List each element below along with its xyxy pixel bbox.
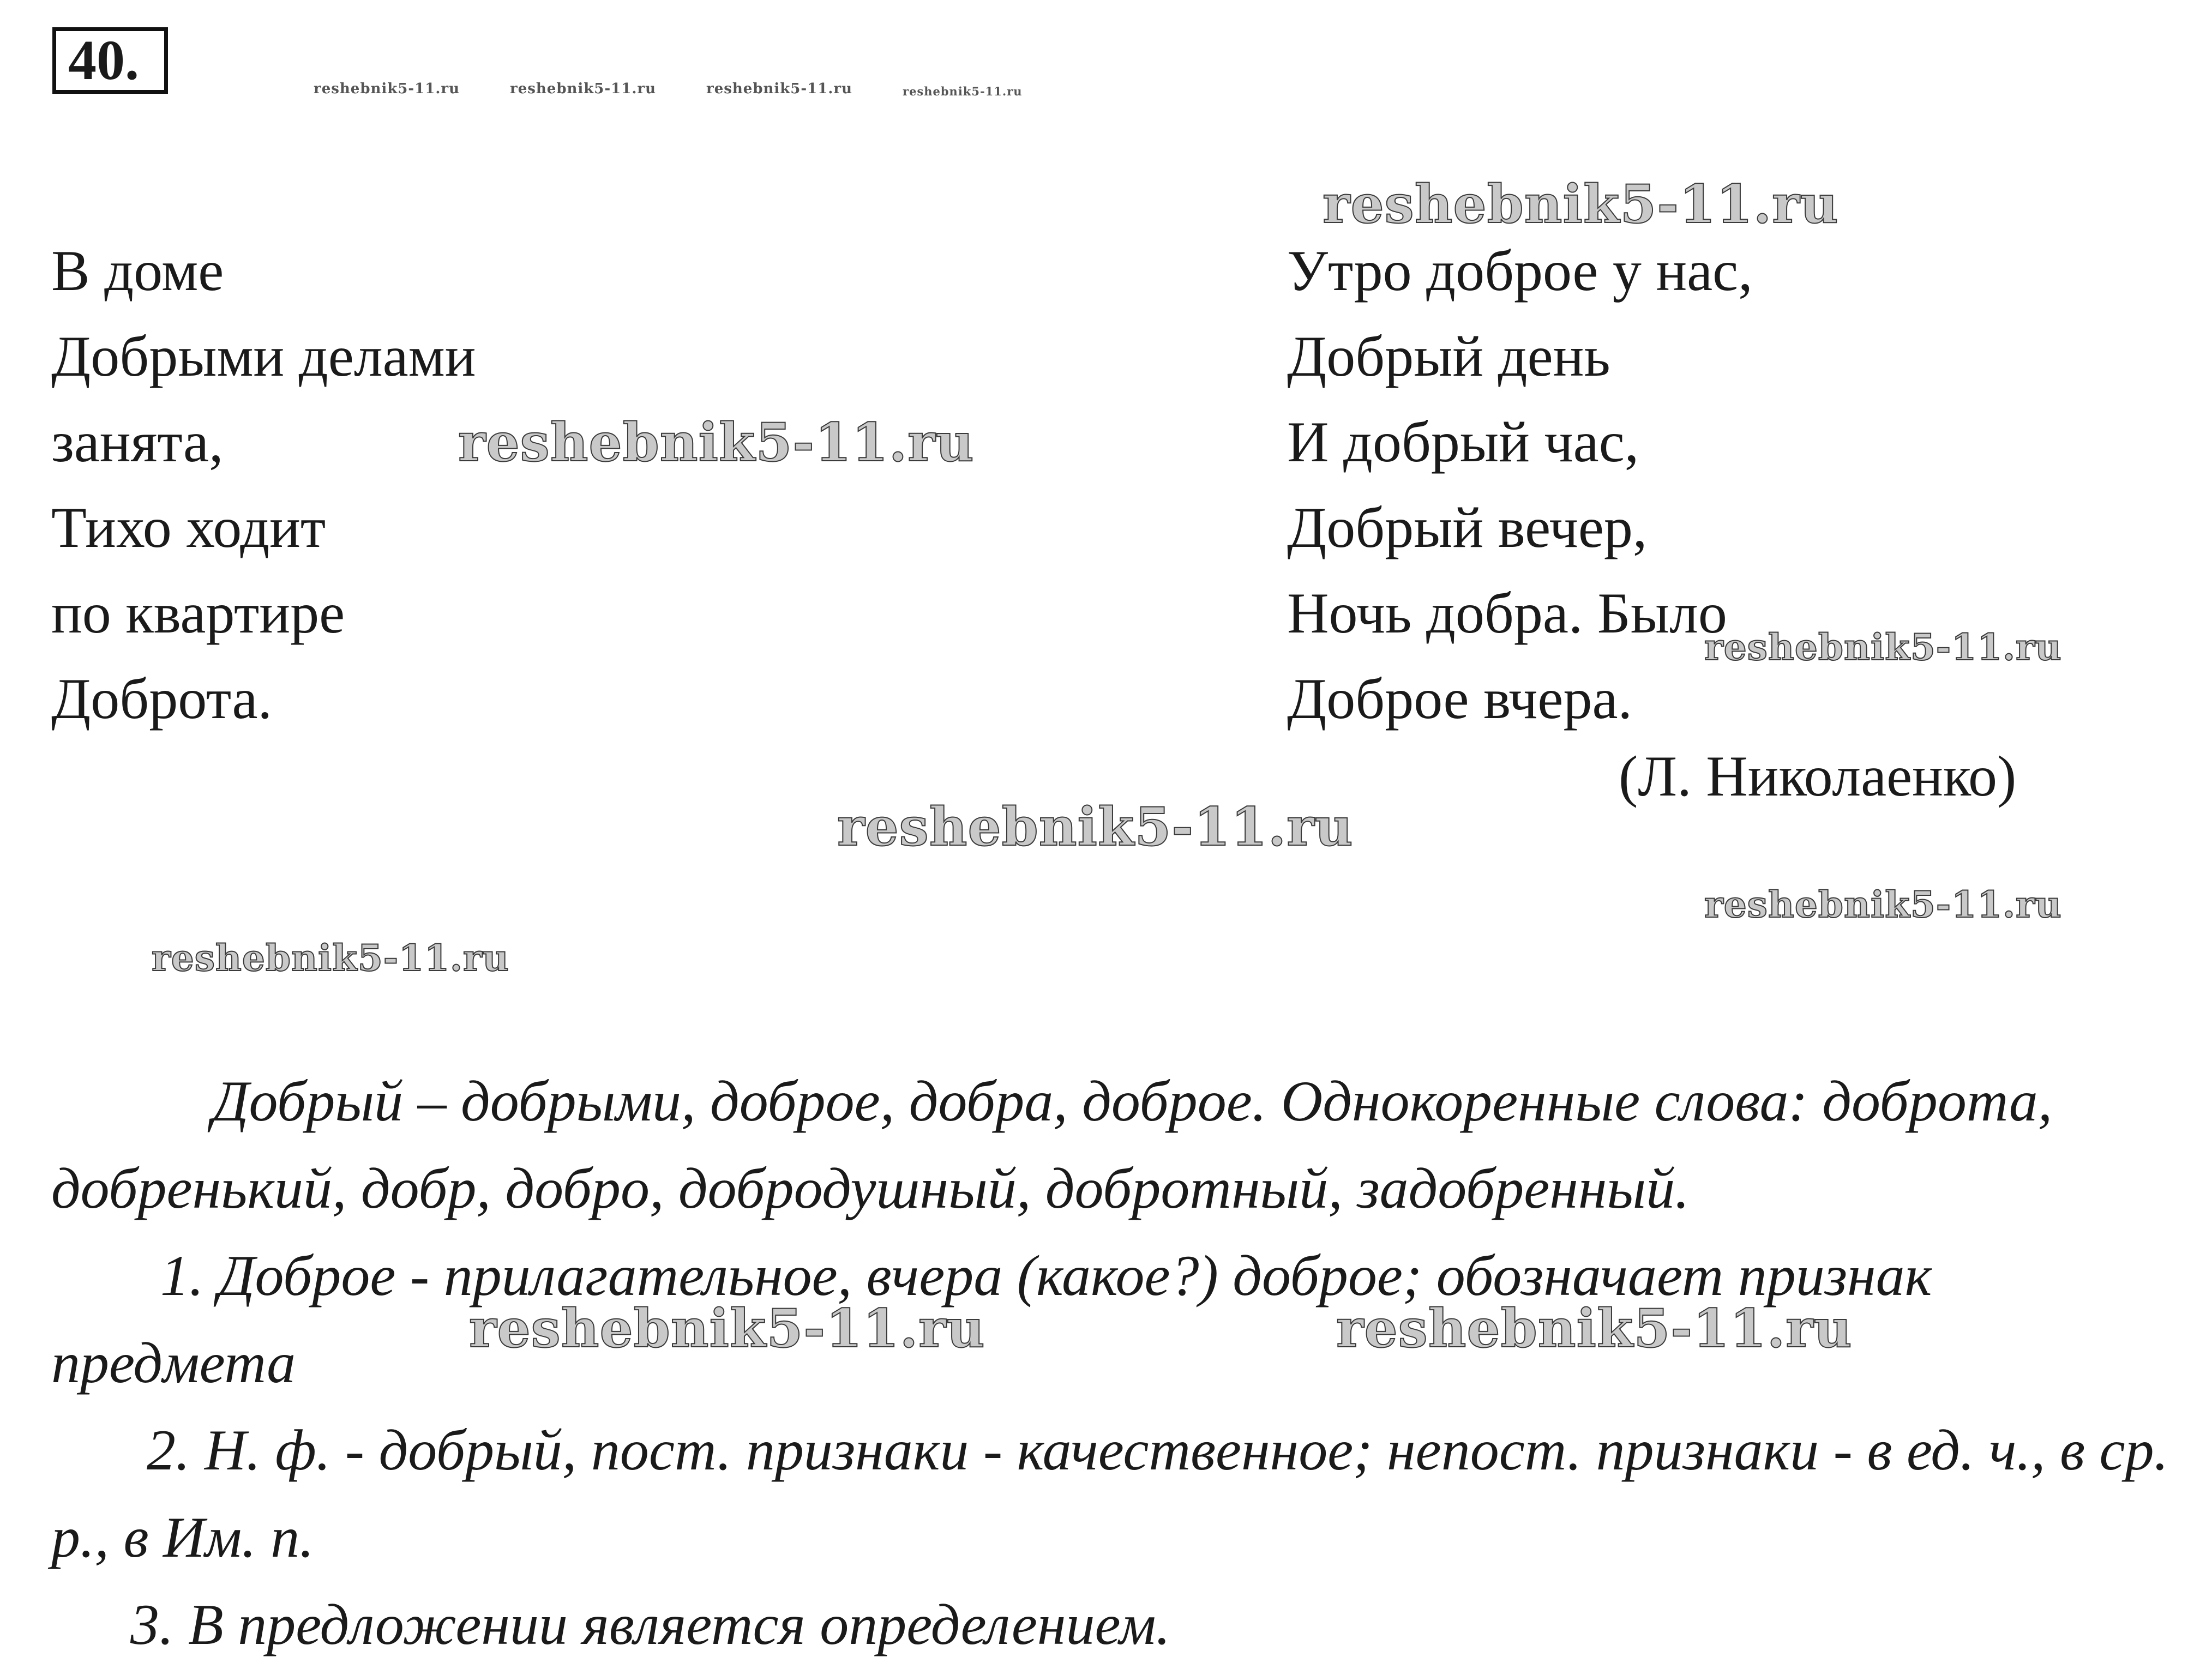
analysis-item-2: 2. Н. ф. - добрый, пост. признаки - качественное; непост. признаки - в ед. ч., в ср. р., в Им. п.	[51, 1418, 2169, 1569]
poem-line: занята,	[51, 410, 224, 474]
analysis-item-3: 3. В предложении является определением.	[130, 1593, 1171, 1656]
exercise-number-box	[52, 27, 168, 94]
poem-line: Добрый вечер,	[1287, 496, 1648, 559]
poem-line: Доброта.	[51, 667, 273, 731]
watermark: reshebnik5-11.ru	[903, 85, 1023, 98]
poem-right-column	[1287, 228, 1753, 742]
poem-line: Добрыми делами	[51, 324, 476, 388]
poem-author: (Л. Николаенко)	[1619, 744, 2017, 808]
exercise-number-dot: .	[125, 29, 139, 92]
poem-line: Добрый день	[1287, 324, 1610, 388]
poem-line: И добрый час,	[1287, 410, 1639, 474]
watermark: reshebnik5-11.ru	[458, 412, 975, 473]
poem-line: В доме	[51, 239, 224, 303]
analysis-intro: Добрый – добрыми, доброе, добра, доброе. Однокоренные слова: доброта, добренький, добр, добро, добродушный, добротный, задобренный.	[51, 1069, 2053, 1220]
poem-line: Доброе вчера.	[1287, 667, 1632, 731]
watermark: reshebnik5-11.ru	[1323, 173, 1839, 235]
poem-line: Утро доброе у нас,	[1287, 239, 1753, 303]
watermark: reshebnik5-11.ru	[510, 81, 657, 97]
exercise-number: 40	[68, 29, 125, 92]
poem-line: Ночь добра. Было	[1287, 581, 1727, 645]
poem-line: Тихо ходит	[51, 496, 326, 559]
watermark: reshebnik5-11.ru	[837, 796, 1354, 858]
watermark: reshebnik5-11.ru	[469, 1298, 985, 1359]
analysis-item-1: 1. Доброе - прилагательное, вчера (какое?) доброе; обозначает признак предмета	[51, 1244, 1932, 1395]
poem-left-column	[51, 228, 476, 742]
watermark: reshebnik5-11.ru	[152, 937, 509, 979]
watermark: reshebnik5-11.ru	[314, 81, 460, 97]
watermark: reshebnik5-11.ru	[1704, 883, 2062, 926]
analysis-text	[51, 1058, 2178, 1668]
watermark: reshebnik5-11.ru	[706, 81, 853, 97]
watermark: reshebnik5-11.ru	[1704, 626, 2062, 668]
poem-line: по квартире	[51, 581, 345, 645]
watermark: reshebnik5-11.ru	[1336, 1298, 1853, 1359]
